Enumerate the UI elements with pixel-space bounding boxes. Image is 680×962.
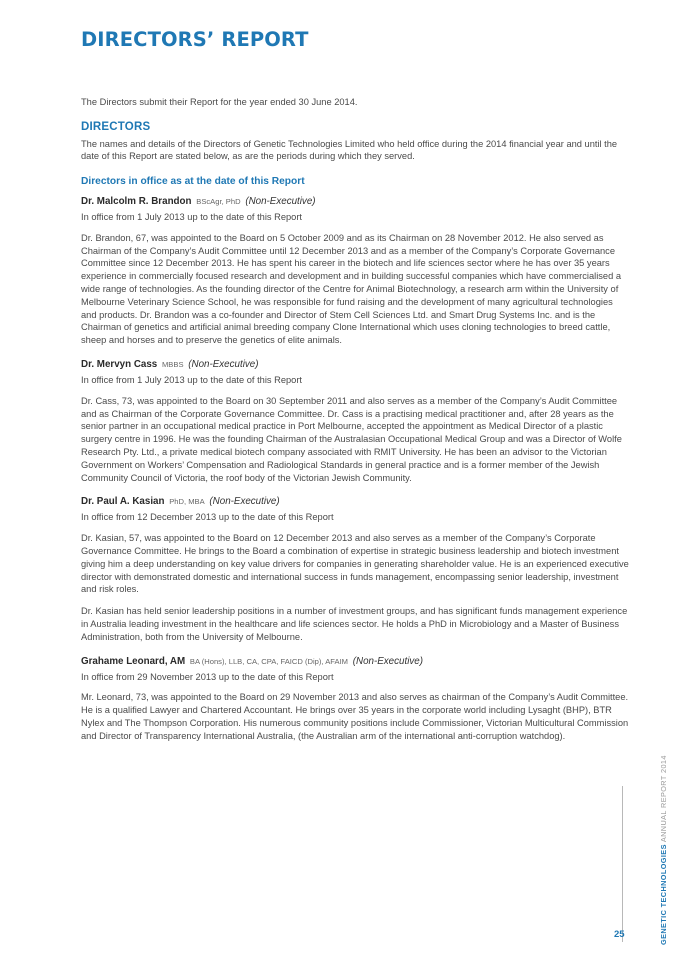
footer-report-title: ANNUAL REPORT 2014 bbox=[659, 755, 668, 843]
director-role: (Non-Executive) bbox=[188, 358, 259, 370]
side-divider bbox=[622, 786, 623, 942]
director-bio: Dr. Cass, 73, was appointed to the Board on 30 September 2011 and also serves as a member of the Company’s Audit Committee and as Chairman of the Corporate Governance Committee. Dr. Cass is a practising medical practitioner and, after 28 years as the senior partner in an occupational medical practice in Port Melbourne, accepted the appointment as Medical Director of a plastic surgery centre in 1996. He was the founding Chairman of the Australasian Occupational Medical Group and was a Director of Wolfe Research Pty. Ltd., a private medical biotech company associated with RMIT University. He has been an advisor to the Victorian Government on Workers’ Compensation and Radiological Standards in general practice and is a former member of the Jewish Community Council of Victoria, the roof body of the Victorian Jewish Community. bbox=[81, 395, 622, 483]
director-term: In office from 1 July 2013 up to the date of this Report bbox=[81, 374, 303, 385]
director-name: Dr. Malcolm R. Brandon bbox=[81, 195, 192, 207]
director-bio: Dr. Brandon, 67, was appointed to the Board on 5 October 2009 and as its Chairman on 28 November 2012. He also served as Chairman of the Company’s Audit Committee until 12 December 2013 and as a member of the Company’s Corporate Governance Committee since 12 December 2013. He has spent his career in the biotech and life sciences sector where he has over 35 years experience in commercially focused research and development and in building successful companies which have commercialised a wide range of technologies. As the founding director of the Centre for Animal Biotechnology, a research arm within the University of Melbourne Veterinary Science School, he was responsible for fund raising and the development of many agricultural technologies and products. Dr. Brandon was a co-founder and Director of Stem Cell Sciences Ltd. and Smart Drug Systems Inc. and is the Chairman of genetics and artificial animal breeding company Clone International which uses cloning technologies to breed cattle, sheep and horses and to preserve the genetics of elite animals. bbox=[81, 232, 622, 346]
director-qualifications: PhD, MBA bbox=[169, 497, 205, 507]
director-qualifications: BA (Hons), LLB, CA, CPA, FAICD (Dip), AFAIM bbox=[189, 656, 349, 666]
subheading-directors-in-office: Directors in office as at the date of this Report bbox=[81, 176, 305, 188]
director-entry-kasian bbox=[81, 495, 629, 643]
director-name: Grahame Leonard, AM bbox=[81, 655, 186, 667]
director-qualifications: BScAgr, PhD bbox=[196, 196, 241, 206]
page-number: 25 bbox=[614, 929, 625, 940]
director-qualifications: MBBS bbox=[161, 359, 184, 369]
director-name: Dr. Paul A. Kasian bbox=[81, 496, 165, 508]
director-term: In office from 1 July 2013 up to the date of this Report bbox=[81, 211, 303, 222]
director-term: In office from 29 November 2013 up to the date of this Report bbox=[81, 671, 334, 682]
director-entry-brandon bbox=[81, 195, 629, 347]
report-body bbox=[81, 96, 629, 751]
running-footer bbox=[659, 755, 668, 945]
director-entry-leonard bbox=[81, 655, 629, 743]
director-entry-cass bbox=[81, 358, 629, 484]
director-bio: Mr. Leonard, 73, was appointed to the Board on 29 November 2013 and also serves as chairman of the Company’s Audit Committee. He is a qualified Lawyer and Chartered Accountant. He brings over 35 years in the corporate world including Lysaght (BHP), BTR Nylex and The Thompson Corporation. His numerous community positions include Commissioner, Victorian Multicultural Commission and Director of Transparency International Australia, (the Australian arm of the international anti-corruption watchdog). bbox=[81, 692, 629, 741]
director-role: (Non-Executive) bbox=[352, 655, 423, 667]
director-name: Dr. Mervyn Cass bbox=[81, 358, 158, 370]
director-bio: Dr. Kasian, 57, was appointed to the Board on 12 December 2013 and also serves as a member of the Company’s Corporate Governance Committee. He brings to the Board a combination of expertise in strategic business leadership and biotech investment giving him a deep understanding on key value drivers for companies in generating shareholder value. He is an experienced executive director with demonstrated domestic and international success in funds management, encompassing senior leadership, investment and risk roles. bbox=[81, 533, 629, 595]
director-bio: Dr. Kasian has held senior leadership positions in a number of investment groups, and has significant funds management experience in Australia leading investment in the healthcare and life sciences sector. He holds a PhD in Microbiology and a Master of Business Administration, both from the University of Melbourne. bbox=[81, 606, 628, 642]
page-title: DIRECTORS’ REPORT bbox=[81, 28, 309, 51]
intro-paragraph: The Directors submit their Report for the year ended 30 June 2014. bbox=[81, 97, 358, 107]
director-role: (Non-Executive) bbox=[245, 195, 316, 207]
director-role: (Non-Executive) bbox=[209, 496, 280, 508]
directors-section-text: The names and details of the Directors of Genetic Technologies Limited who held office during the 2014 financial year and until the date of this Report are stated below, as are the periods during which they served. bbox=[81, 138, 618, 162]
director-term: In office from 12 December 2013 up to the date of this Report bbox=[81, 512, 334, 523]
footer-company: GENETIC TECHNOLOGIES bbox=[659, 844, 668, 945]
section-heading-directors: DIRECTORS bbox=[81, 120, 151, 133]
